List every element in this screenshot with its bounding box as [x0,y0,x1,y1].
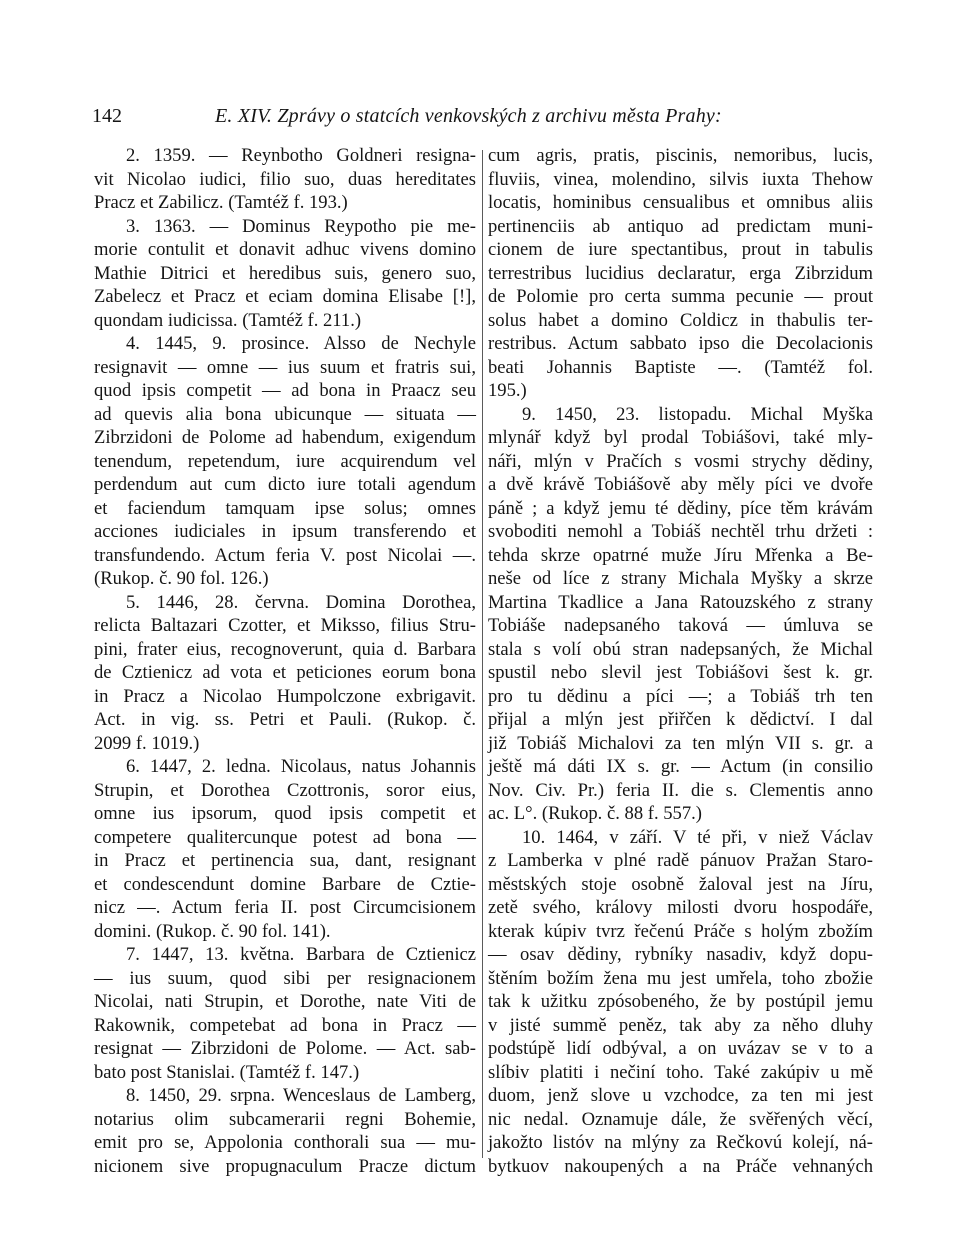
text-line: Pracz et Zabilicz. (Tamtéž f. 193.) [94,192,348,213]
text-line: Mathie Ditrici et heredibus suis, genero suo, [94,262,476,284]
text-line: pini, frater eius, recognoverunt, quia d. Barbara [94,638,476,660]
text-line: slíbiv platiti i nečiní toho. Také zakúpiv u mě [488,1061,873,1083]
text-line: Nicolai, nati Strupin, et Dorothe, nate Viti de [94,991,476,1012]
text-line: duom, jenž slove u vzchodce, za ten mi jest [488,1085,873,1106]
text-line: relicta Baltazari Czotter, et Miksso, filius Stru- [94,615,476,636]
running-head: E. XIV. Zprávy o statcích venkovských z archivu města Prahy: [215,105,722,127]
text-line: tehda skrze opatrné muže Jíru Mřenka a Be- [488,544,873,566]
text-line: neše od líce z strany Michala Myšky a skrze [488,568,873,589]
text-line: solus habet a domino Coldicz in thabulis ter- [488,309,873,331]
left-column [94,144,476,1178]
text-line: ad quevis alia bona ubicunque — situata — [94,403,476,425]
text-line: in Pracz a Nicolao Humpolczone exbrigavit. [94,685,476,707]
text-line: jakožto listóv na mlýny za Rečkovú kolejí, ná- [488,1132,873,1153]
text-line: bytkuov nakoupených a na Práče vehnaných [488,1155,873,1177]
text-line: — osav dědiny, rybníky nasadiv, když dopu- [488,944,873,965]
text-line: Martina Tkadlice a Jana Ratouzského z strany [488,591,873,613]
text-line: perdendum aut cum dicto iure totali agendum [94,474,476,495]
text-line: 2099 f. 1019.) [94,732,200,754]
text-line: quondam iudicissa. (Tamtéž f. 211.) [94,309,362,331]
text-line: morie contulit et donavit adhuc vivens domino [94,239,476,260]
text-line: ac. L°. (Rukop. č. 88 f. 557.) [488,803,702,824]
text-line: terrestribus lucidius declaratur, erga Zibrzidum [488,262,873,284]
text-line: de Polomie pro certa summa pecunie — prout [488,286,873,307]
text-line: Nov. Civ. Pr.) feria II. die s. Clementis anno [488,779,873,801]
text-line: pertinenciis ab antiquo ad predictam muni- [488,215,873,237]
right-column [488,144,873,1178]
text-line: štěním božím žena mu jest umřela, toho zbožie [488,967,873,989]
text-line: competere qualitercunque potest ad bona — [94,826,476,848]
text-line: fluviis, vinea, molendino, silvis iuxta Thehow [488,168,873,190]
text-line: kterak kúpiv tvrz řečenú Práče s holým zbožím [488,920,873,942]
text-line: Zibrzidoni de Polome ad habendum, exigendum [94,427,476,448]
text-line: omne ius ipsorum, quod ipsis competit et [94,803,476,824]
text-line: stala s volí obú stran nadepsaných, že Michal [488,638,873,660]
text-line: de Cztienicz ad vota et peticiones eorum bona [94,662,476,683]
column-divider [482,150,483,1158]
text-line: et faciendum tamquam ipse solus; omnes [94,497,476,519]
page-header [92,100,882,132]
text-line: beati Johannis Baptiste —. (Tamtéž fol. [488,356,873,378]
text-line: nicionem sive propugnaculum Pracze dictum [94,1155,476,1177]
text-line: resignavit — omne — ius suum et fratris sui, [94,356,476,378]
text-line: zetě svého, královy milosti dvoru hospodáře, [488,897,873,918]
text-line: Rakownik, competebat ad bona in Pracz — [94,1014,476,1036]
text-line: 2. 1359. — Reynbotho Goldneri resigna- [126,145,476,166]
text-line: Strupin, et Dorothea Czottronis, soror eius, [94,779,476,801]
text-line: 3. 1363. — Dominus Reypotho pie me- [126,215,476,237]
text-line: podstúpě lidí odbýval, a on uvázav se v to a [488,1038,873,1059]
text-line: pro tu dědinu a píci —; a Tobiáš trh ten [488,685,873,707]
text-line: (Rukop. č. 90 fol. 126.) [94,568,269,589]
text-line: přijal a mlýn jest přiřčen k dědictví. I dal [488,709,873,730]
text-line: 6. 1447, 2. ledna. Nicolaus, natus Johannis [126,756,476,777]
text-line: spustil nebo slevil jest Tobiášovi šest k. gr. [488,662,873,683]
text-line: transfundendo. Actum feria V. post Nicolai —. [94,544,476,566]
text-line: vit Nicolao iudici, filio suo, duas hereditates [94,168,476,190]
text-line: cum agris, pratis, piscinis, nemoribus, lucis, [488,145,873,166]
text-line: 7. 1447, 13. května. Barbara de Cztienicz [126,944,476,965]
text-line: cionem de iure spectantibus, prout in tabulis [488,239,873,260]
text-line: in Pracz et pertinencia sua, dant, resignant [94,850,476,871]
text-line: v jisté summě peněz, tak aby za něho dluhy [488,1014,873,1036]
text-line: 9. 1450, 23. listopadu. Michal Myška [522,403,873,425]
text-line: et condescendunt domine Barbare de Cztie- [94,873,476,895]
page-number: 142 [92,105,122,127]
text-line: nicz —. Actum feria II. post Circumcisionem [94,897,476,918]
text-line: svoboditi nemohl a Tobiáš nechtěl trhu držeti : [488,521,873,542]
text-line: mlynář když byl prodal Tobiášovi, také mly- [488,427,873,448]
text-line: ještě má dáti IX s. gr. — Actum (in consilio [488,756,873,777]
text-line: — ius suum, quod sibi per resignacionem [94,967,476,989]
text-line: tenendum, repetendum, iure acquirendum vel [94,450,476,472]
text-line: Zabelecz et Pracz et eciam domina Elisabe [!], [94,286,476,307]
text-line: tak k užitku zpósobeného, že by postúpil jemu [488,991,873,1012]
text-line: 195.) [488,380,527,401]
text-line: emit pro se, Appolonia conthorali sua — mu- [94,1132,476,1153]
text-line: notarius olim subcamerarii regni Bohemie, [94,1108,476,1130]
text-line: locatis, hominibus censualibus et omnibus aliis [488,192,873,213]
text-line: bato post Stanislai. (Tamtéž f. 147.) [94,1061,360,1083]
text-line: restribus. Actum sabbato ipso die Decolacionis [488,333,873,354]
text-line: quod ipsis competit — ad bona in Praacz seu [94,380,476,401]
text-line: již Tobiáš Michalovi za ten mlýn VII s. gr. a [488,732,873,754]
text-line: 10. 1464, v září. V té při, v niež Václav [522,826,873,848]
text-line: 5. 1446, 28. června. Domina Dorothea, [126,591,476,613]
text-line: nic nedal. Oznamuje dále, že svěřených věcí, [488,1108,873,1130]
text-line: acciones iudiciales in ipsum transferendo et [94,521,476,542]
text-line: z Lamberka v plné radě pánuov Pražan Staro- [488,850,873,871]
text-line: Act. in vig. ss. Petri et Pauli. (Rukop. č. [94,709,476,730]
text-line: resignat — Zibrzidoni de Polome. — Act. sab- [94,1038,476,1059]
text-line: Tobiáše nadepsaného taková — úmluva se [488,615,873,636]
text-line: 4. 1445, 9. prosince. Alsso de Nechyle [126,333,476,354]
text-line: domini. (Rukop. č. 90 fol. 141). [94,920,331,942]
text-line: páně ; a když jemu té dědiny, píce těm krávám [488,497,873,519]
text-line: náři, mlýn v Pračích s vosmi strychy dědiny, [488,450,873,472]
text-line: 8. 1450, 29. srpna. Wenceslaus de Lamberg, [126,1085,476,1106]
text-line: a dvě krávě Tobiášově aby měly píci ve dvoře [488,474,873,495]
text-line: městských stoje osobně žaloval jest na Jíru, [488,873,873,895]
